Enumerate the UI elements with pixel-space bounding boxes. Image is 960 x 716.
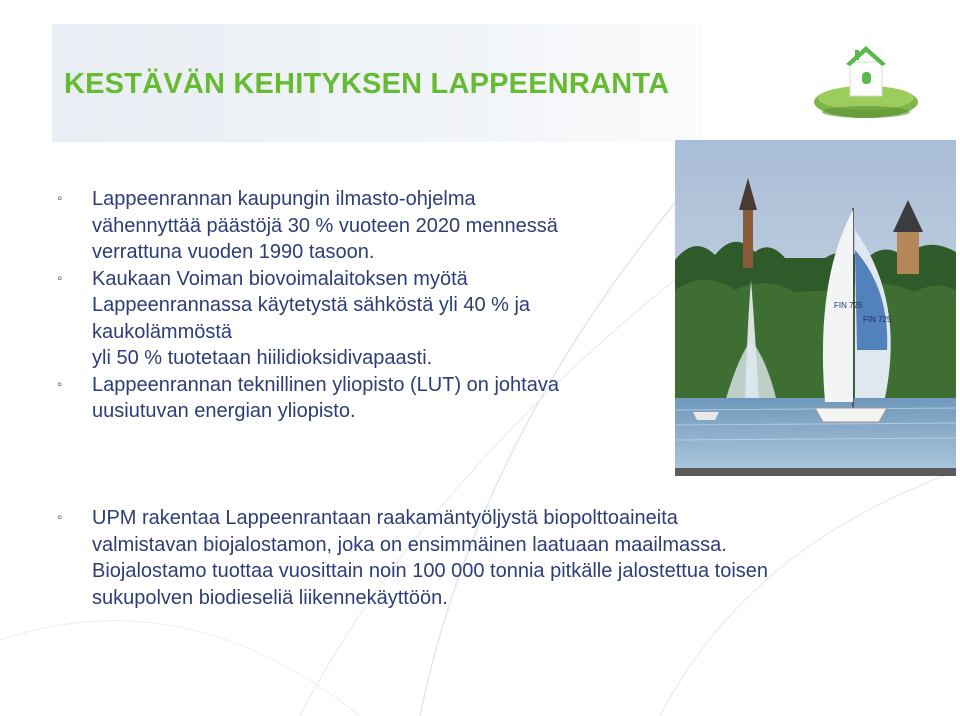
bullet-text-line: sukupolven biodieseliä liikennekäyttöön. bbox=[92, 586, 448, 609]
bullet-text-line: valmistavan biojalostamon, joka on ensimmäinen laatuaan maailmassa. bbox=[92, 533, 727, 556]
bullet-text-line: UPM rakentaa Lappeenrantaan raakamäntyöljystä biopolttoaineita bbox=[92, 507, 678, 529]
bullet-upm-biorefinery bbox=[56, 505, 936, 611]
bullet-bio-power-plant bbox=[56, 266, 656, 372]
bullet-marker: ◦ bbox=[57, 190, 63, 207]
bullet-marker: ◦ bbox=[57, 375, 63, 393]
bullet-text-line: uusiutuvan energian yliopisto. bbox=[92, 400, 356, 422]
bullet-text-line: Lappeenrannassa käytetystä sähköstä yli 40 % ja bbox=[92, 294, 531, 316]
bullet-text-line: Lappeenrannan teknillinen yliopisto (LUT) on johtava bbox=[92, 373, 559, 396]
bullet-text-line: yli 50 % tuotetaan hiilidioksidivapaasti. bbox=[92, 347, 433, 369]
bullet-text-line: vähennyttää päästöjä 30 % vuoteen 2020 mennessä bbox=[92, 214, 558, 237]
bullet-text-line: Lappeenrannan kaupungin ilmasto-ohjelma bbox=[92, 188, 476, 210]
sail-number-right: FIN 725 bbox=[863, 315, 892, 324]
bullet-text-line: Biojalostamo tuottaa vuosittain noin 100 000 tonnia pitkälle jalostettua toisen bbox=[92, 560, 769, 582]
bullet-text-line: Kaukaan Voiman biovoimalaitoksen myötä bbox=[92, 267, 468, 290]
bullet-lut-university bbox=[56, 372, 656, 425]
bullet-marker: ◦ bbox=[57, 509, 63, 526]
house-logo-icon bbox=[812, 40, 920, 122]
slide-title: KESTÄVÄN KEHITYKSEN LAPPEENRANTA bbox=[64, 68, 670, 100]
sail-number-left: FIN 725 bbox=[834, 301, 863, 310]
lake-photo bbox=[675, 140, 956, 476]
bullet-text-line: kaukolämmöstä bbox=[92, 320, 233, 343]
bullet-list-top bbox=[56, 186, 656, 425]
bullet-marker: ◦ bbox=[57, 269, 63, 287]
bullet-list-bottom bbox=[56, 505, 936, 611]
bullet-climate-program bbox=[56, 186, 656, 266]
bullet-text-line: verrattuna vuoden 1990 tasoon. bbox=[92, 241, 375, 263]
